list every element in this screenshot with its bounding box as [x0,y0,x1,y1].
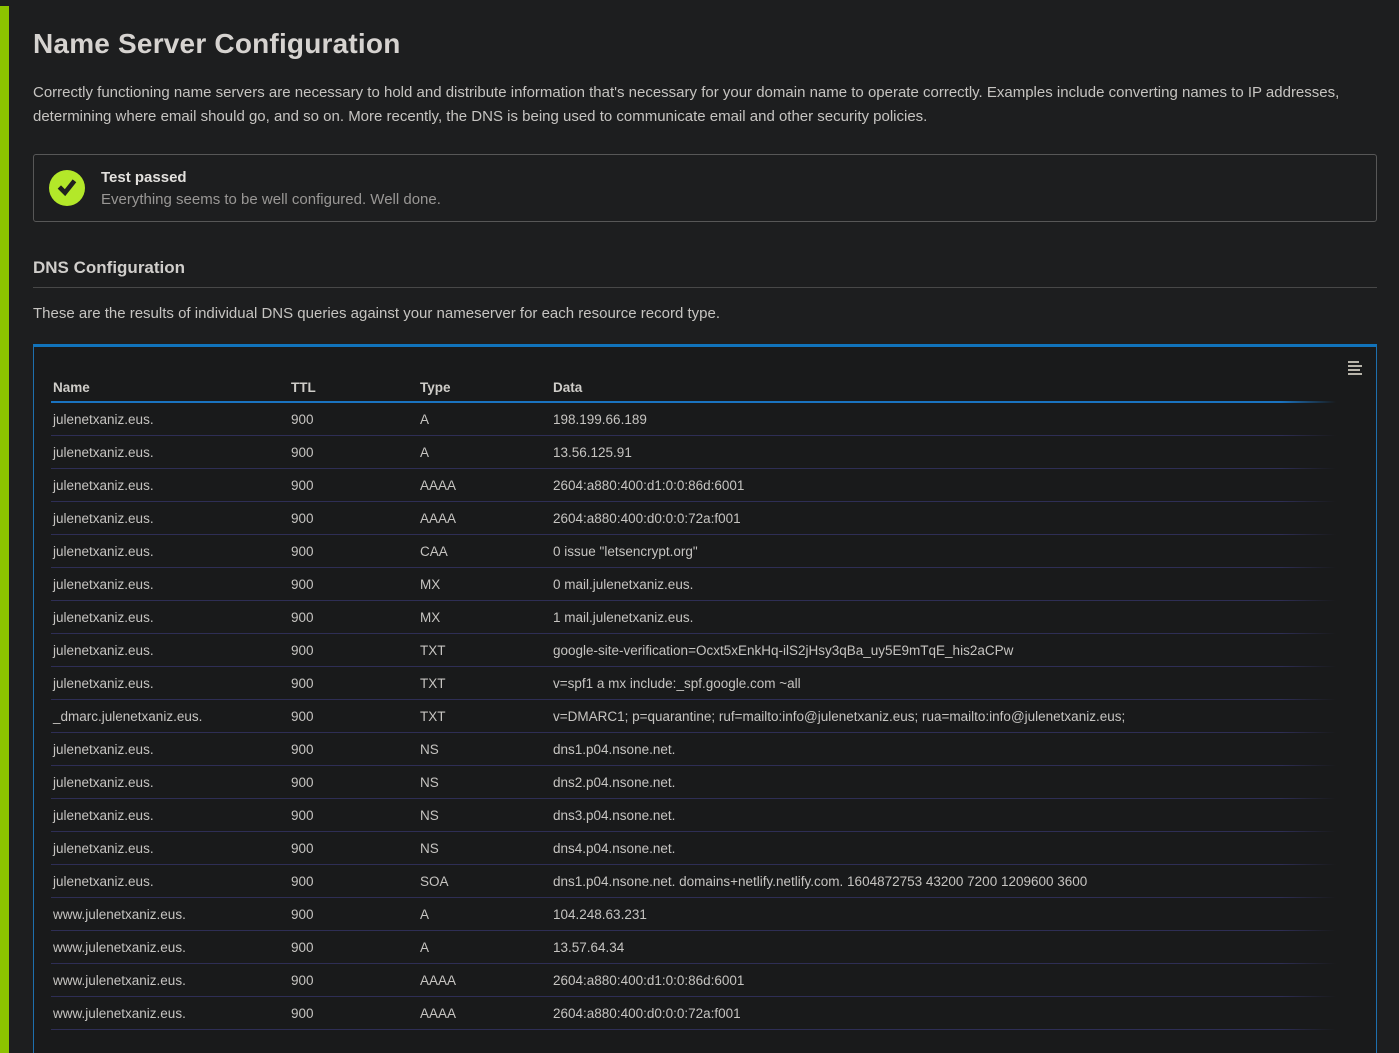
table-row [51,799,1336,832]
cell-name: julenetxaniz.eus. [53,874,154,889]
cell-name: julenetxaniz.eus. [53,775,154,790]
cell-data: 1 mail.julenetxaniz.eus. [553,610,694,625]
cell-name: julenetxaniz.eus. [53,841,154,856]
cell-name: _dmarc.julenetxaniz.eus. [53,709,203,724]
cell-ttl: 900 [291,709,314,724]
cell-type: AAAA [420,1006,457,1021]
cell-ttl: 900 [291,874,314,889]
cell-data: dns3.p04.nsone.net. [553,808,676,823]
cell-ttl: 900 [291,973,314,988]
table-row [51,436,1336,469]
cell-name: julenetxaniz.eus. [53,643,154,658]
table-row [51,964,1336,997]
table-row [51,568,1336,601]
cell-ttl: 900 [291,940,314,955]
table-row [51,865,1336,898]
cell-name: julenetxaniz.eus. [53,610,154,625]
cell-data: 2604:a880:400:d0:0:0:72a:f001 [553,1006,741,1021]
cell-type: MX [420,577,441,592]
cell-data: v=spf1 a mx include:_spf.google.com ~all [553,676,801,691]
cell-type: NS [420,808,439,823]
cell-data: google-site-verification=Ocxt5xEnkHq-ilS2jHsy3qBa_uy5E9mTqE_his2aCPw [553,643,1014,658]
cell-ttl: 900 [291,907,314,922]
cell-ttl: 900 [291,478,314,493]
cell-name: julenetxaniz.eus. [53,544,154,559]
alert-message: Everything seems to be well configured. Well done. [101,190,441,208]
cell-ttl: 900 [291,742,314,757]
cell-type: CAA [420,544,448,559]
cell-ttl: 900 [291,643,314,658]
table-row [51,700,1336,733]
cell-name: www.julenetxaniz.eus. [53,940,186,955]
cell-type: TXT [420,709,446,724]
cell-ttl: 900 [291,841,314,856]
cell-data: 2604:a880:400:d0:0:0:72a:f001 [553,511,741,526]
cell-type: TXT [420,676,446,691]
cell-ttl: 900 [291,412,314,427]
cell-ttl: 900 [291,511,314,526]
table-row [51,469,1336,502]
column-header-data: Data [553,380,583,395]
cell-type: NS [420,775,439,790]
cell-ttl: 900 [291,577,314,592]
cell-type: A [420,907,430,922]
cell-data: 13.56.125.91 [553,445,632,460]
cell-name: julenetxaniz.eus. [53,478,154,493]
cell-name: julenetxaniz.eus. [53,676,154,691]
cell-type: AAAA [420,478,457,493]
page-accent-stripe [0,6,9,1053]
cell-ttl: 900 [291,808,314,823]
cell-type: AAAA [420,511,457,526]
table-row [51,634,1336,667]
cell-ttl: 900 [291,1006,314,1021]
cell-name: julenetxaniz.eus. [53,412,154,427]
cell-name: www.julenetxaniz.eus. [53,907,186,922]
cell-type: NS [420,742,439,757]
cell-type: A [420,445,430,460]
dns-config-description: These are the results of individual DNS queries against your nameserver for each resource record type. [33,305,721,322]
cell-data: dns2.p04.nsone.net. [553,775,676,790]
cell-type: A [420,940,430,955]
cell-data: 0 issue "letsencrypt.org" [553,544,698,559]
cell-ttl: 900 [291,544,314,559]
cell-name: julenetxaniz.eus. [53,577,154,592]
check-icon [49,170,85,206]
cell-ttl: 900 [291,445,314,460]
cell-name: julenetxaniz.eus. [53,742,154,757]
cell-type: TXT [420,643,446,658]
cell-type: NS [420,841,439,856]
cell-data: dns1.p04.nsone.net. domains+netlify.netlify.com. 1604872753 43200 7200 1209600 3600 [553,874,1088,889]
table-row [51,997,1336,1030]
dns-results-panel [33,344,1377,1053]
column-header-type: Type [420,380,451,395]
alert-title: Test passed [101,168,187,186]
test-passed-alert [33,154,1377,222]
intro-text: Correctly functioning name servers are necessary to hold and distribute information that's necessary for your domain name to operate correctly. Examples include converting names to IP addresses, determining where email should go, and so on. More recently, the DNS is being used to communicate email and other security policies. [33,84,1340,125]
column-header-name: Name [53,380,90,395]
cell-name: julenetxaniz.eus. [53,511,154,526]
cell-data: 198.199.66.189 [553,412,647,427]
cell-type: AAAA [420,973,457,988]
cell-name: julenetxaniz.eus. [53,445,154,460]
cell-name: julenetxaniz.eus. [53,808,154,823]
page-title: Name Server Configuration [33,28,401,59]
table-row [51,601,1336,634]
table-row [51,766,1336,799]
cell-type: SOA [420,874,449,889]
cell-ttl: 900 [291,775,314,790]
dns-config-heading: DNS Configuration [33,258,1377,288]
cell-data: dns1.p04.nsone.net. [553,742,676,757]
table-row [51,931,1336,964]
cell-ttl: 900 [291,676,314,691]
alert-text [101,169,441,208]
table-row [51,898,1336,931]
table-row [51,403,1336,436]
column-header-ttl: TTL [291,380,316,395]
table-row [51,667,1336,700]
cell-data: 104.248.63.231 [553,907,647,922]
cell-type: A [420,412,430,427]
context-menu-icon[interactable] [1348,361,1363,375]
dns-records-table [51,347,1336,1030]
table-row [51,733,1336,766]
cell-name: www.julenetxaniz.eus. [53,973,186,988]
cell-data: dns4.p04.nsone.net. [553,841,676,856]
table-row [51,502,1336,535]
main-content [33,28,1377,1053]
table-row [51,535,1336,568]
cell-data: 2604:a880:400:d1:0:0:86d:6001 [553,973,745,988]
table-row [51,832,1336,865]
cell-data: 2604:a880:400:d1:0:0:86d:6001 [553,478,745,493]
cell-ttl: 900 [291,610,314,625]
table-header-row [51,347,1336,403]
cell-data: 0 mail.julenetxaniz.eus. [553,577,694,592]
cell-data: 13.57.64.34 [553,940,625,955]
cell-data: v=DMARC1; p=quarantine; ruf=mailto:info@julenetxaniz.eus; rua=mailto:info@julenetxaniz.eus; [553,709,1126,724]
cell-type: MX [420,610,441,625]
cell-name: www.julenetxaniz.eus. [53,1006,186,1021]
